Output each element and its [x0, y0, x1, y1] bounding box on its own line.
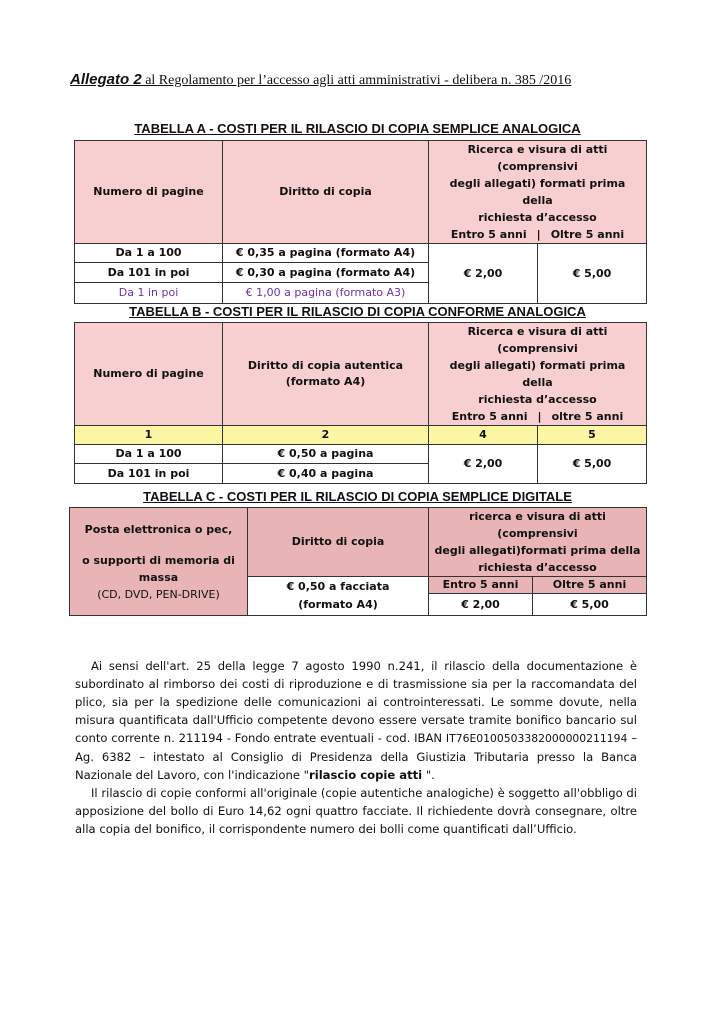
pages-cell: Da 1 a 100 [75, 244, 223, 263]
table-a-header-pages: Numero di pagine [75, 141, 223, 244]
price-over-cell: € 5,00 [538, 244, 647, 304]
header-line: degli allegati)formati prima della [434, 544, 641, 557]
column-number: 1 [75, 426, 223, 445]
table-b-header-pages: Numero di pagine [75, 323, 223, 426]
allegato-label: Allegato 2 [70, 71, 142, 88]
table-a-title: TABELLA A - COSTI PER IL RILASCIO DI COPIA SEMPLICE ANALOGICA [134, 121, 581, 136]
pages-cell: Da 1 a 100 [75, 445, 223, 464]
subcol-over: Oltre 5 anni [533, 577, 647, 594]
table-a [74, 140, 647, 304]
fee-cell: € 0,30 a pagina (formato A4) [223, 263, 429, 283]
fee-cell: € 0,50 a pagina [223, 445, 429, 464]
price-within-cell: € 2,00 [429, 594, 533, 616]
heading-text: al Regolamento per l’accesso agli atti amministrativi - delibera n. 385 /2016 [141, 73, 572, 88]
paragraph-text: ". [422, 768, 435, 782]
pages-cell: Da 1 in poi [75, 283, 223, 304]
header-subcols [433, 226, 642, 243]
header-line: (formato A4) [285, 375, 366, 388]
document-heading [70, 71, 571, 89]
subcol-separator: | [536, 228, 541, 241]
header-line: richiesta d’accesso [478, 211, 597, 224]
subcol-separator: | [537, 410, 542, 423]
price-within-cell: € 2,00 [429, 445, 538, 484]
fee-cell: € 1,00 a pagina (formato A3) [223, 283, 429, 304]
header-line: o supporti di memoria di [82, 553, 235, 567]
fee-line: € 0,50 a facciata [286, 580, 390, 593]
header-line: Ricerca e visura di atti (comprensivi [467, 143, 608, 173]
fee-cell: € 0,35 a pagina (formato A4) [223, 244, 429, 263]
table-c-header-search [429, 508, 647, 577]
table-b-title: TABELLA B - COSTI PER IL RILASCIO DI COPIA CONFORME ANALOGICA [129, 304, 586, 319]
spacer [74, 538, 243, 552]
iban-code: IT76E0100503382000000211194 [445, 732, 628, 745]
table-row [75, 445, 647, 464]
header-line: (CD, DVD, PEN-DRIVE) [97, 587, 220, 601]
header-line: degli allegati) formati prima della [449, 359, 626, 389]
subcol-within: Entro 5 anni [429, 577, 533, 594]
price-over-cell: € 5,00 [533, 594, 647, 616]
subcol-over: oltre 5 anni [551, 410, 624, 423]
header-line: Ricerca e visura di atti (comprensivi [467, 325, 608, 355]
header-line: Posta elettronica o pec, [84, 522, 233, 536]
header-line: massa [138, 570, 179, 584]
paragraph-1 [75, 657, 637, 784]
paragraph-2: Il rilascio di copie conformi all'originale (copie autentiche analogiche) è soggetto all'obbligo di apposizione del bollo di Euro 14,62 ogni quattro facciate. Il richiedente dovrà consegnare, oltre alla copia del bonifico, il corrispondente numero dei bolli come quantificati dall’Ufficio. [75, 786, 637, 836]
table-c-header-fee: Diritto di copia [248, 508, 429, 577]
pages-cell: Da 101 in poi [75, 263, 223, 283]
header-line: Diritto di copia autentica [247, 359, 404, 372]
table-row [75, 244, 647, 263]
column-number: 4 [429, 426, 538, 445]
column-number-row [75, 426, 647, 445]
header-line: richiesta d’accesso [478, 393, 597, 406]
table-c-title: TABELLA C - COSTI PER IL RILASCIO DI COPIA SEMPLICE DIGITALE [143, 489, 572, 504]
subcol-over: Oltre 5 anni [550, 228, 625, 241]
paragraph-text: – Ag. 6382 – intestato al Consiglio di Presidenza della Giustizia Tributaria presso la Banca Nazionale del Lavoro, con l'indicazione " [75, 731, 638, 782]
header-line: degli allegati) formati prima della [449, 177, 626, 207]
header-line: ricerca e visura di atti (comprensivi [469, 510, 606, 540]
paragraph-text: Ai sensi dell'art. 25 della legge 7 agosto 1990 n.241, il rilascio della documentazione è subordinato al rimborso dei costi di riproduzione e di trasmissione sia per la raccomandata del plico, sia per la spedizione delle comunicazioni ai controinteressati. Le somme dovute, nella misura quantificata dall'Ufficio competente devono essere versate tramite bonifico bancario sul conto corrente n. 211194 - Fondo entrate eventuali - cod. IBAN [75, 659, 637, 745]
price-over-cell: € 5,00 [538, 445, 647, 484]
price-within-cell: € 2,00 [429, 244, 538, 304]
table-b [74, 322, 647, 484]
header-subcols [433, 408, 642, 425]
fee-cell: € 0,40 a pagina [223, 464, 429, 484]
body-text [75, 657, 637, 838]
pages-cell: Da 101 in poi [75, 464, 223, 484]
table-a-header-fee: Diritto di copia [223, 141, 429, 244]
table-c [69, 507, 647, 616]
table-a-header-search [429, 141, 647, 244]
payment-reason: rilascio copie atti [309, 768, 423, 782]
table-c-header-channel [70, 508, 248, 616]
column-number: 5 [538, 426, 647, 445]
fee-line: (formato A4) [298, 598, 378, 611]
table-b-header-search [429, 323, 647, 426]
subcol-within: Entro 5 anni [451, 410, 528, 423]
table-b-header-fee [223, 323, 429, 426]
column-number: 2 [223, 426, 429, 445]
table-c-fee-cell [248, 577, 429, 616]
header-line: richiesta d’accesso [478, 561, 597, 574]
subcol-within: Entro 5 anni [450, 228, 527, 241]
